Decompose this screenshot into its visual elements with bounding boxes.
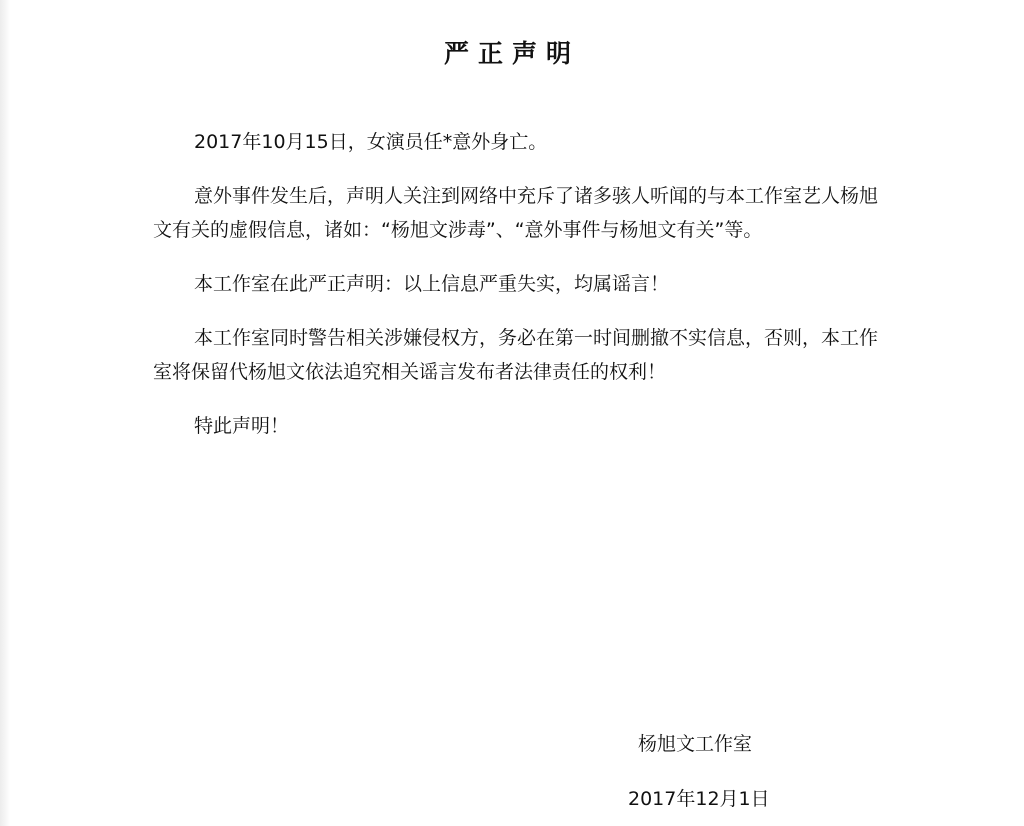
paragraph-declaration: 本工作室在此严正声明：以上信息严重失实，均属谣言！ xyxy=(194,273,670,295)
page-edge-shadow xyxy=(0,0,10,826)
paragraph-closing: 特此声明！ xyxy=(194,415,290,437)
document-title: 严正声明 xyxy=(443,39,580,68)
paragraph-rumors: 意外事件发生后，声明人关注到网络中充斥了诸多骇人听闻的与本工作室艺人杨旭文有关的虚假信息，诸如：“杨旭文涉毒”、“意外事件与杨旭文有关”等。 xyxy=(153,185,879,241)
signature-studio: 杨旭文工作室 xyxy=(638,733,753,755)
signature-date: 2017年12月1日 xyxy=(628,788,770,810)
statement-body xyxy=(153,125,893,463)
paragraph-incident: 2017年10月15日，女演员任*意外身亡。 xyxy=(194,131,548,153)
paragraph-warning: 本工作室同时警告相关涉嫌侵权方，务必在第一时间删撤不实信息，否则，本工作室将保留代杨旭文依法追究相关谣言发布者法律责任的权利！ xyxy=(153,327,879,383)
